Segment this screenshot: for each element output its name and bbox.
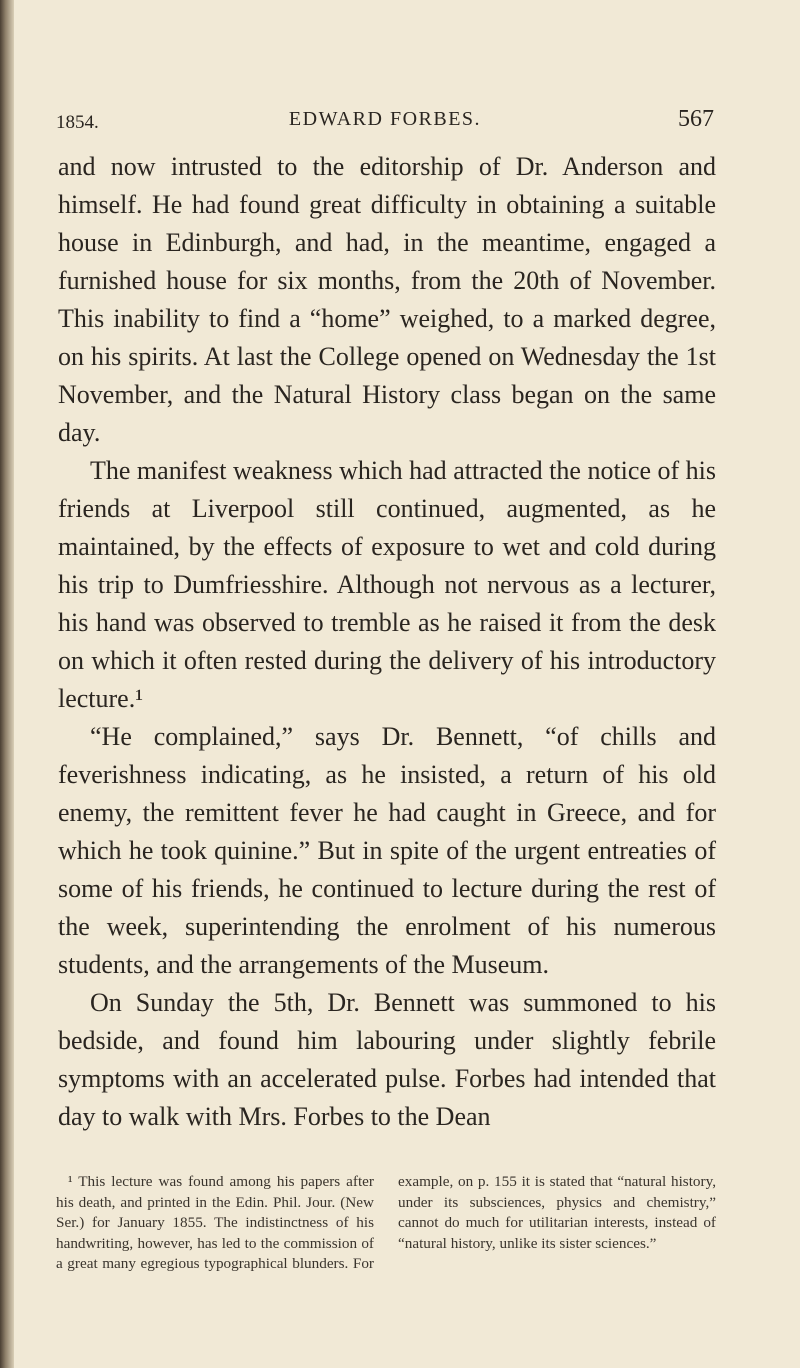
- page-number: 567: [678, 106, 714, 132]
- running-header: [56, 106, 714, 138]
- paragraph-3: “He complained,” says Dr. Bennett, “of chills and feverishness indicating, as he insisted, a return of his old enemy, the remittent fever he had caught in Greece, and for which he took quinine.” But in spite of the urgent entreaties of some of his friends, he continued to lecture during the rest of the week, superintending the enrolment of his numerous students, and the arrangements of the Museum.: [58, 722, 716, 979]
- main-text: [58, 148, 716, 1136]
- footnote-text: ¹ This lecture was found among his papers after his death, and printed in the Edin. Phil. Jour. (New Ser.) for January 1855. The indistinctness of his handwriting, however, has led to the commission of a great many egregious typographical blunders. For example, on p. 155 it is stated that “natural history, under its subsciences, physics and chemistry,” cannot do much for utilitarian interests, instead of “natural history, unlike its sister sciences.”: [56, 1173, 716, 1272]
- paragraph-4: On Sunday the 5th, Dr. Bennett was summoned to his bedside, and found him labouring under slightly febrile symptoms with an accelerated pulse. Forbes had intended that day to walk with Mrs. Forbes to the Dean: [58, 988, 716, 1131]
- footnote: [56, 1172, 716, 1275]
- book-binding-edge: [0, 0, 14, 1368]
- header-title: EDWARD FORBES.: [288, 108, 482, 130]
- paragraph-2: The manifest weakness which had attracted the notice of his friends at Liverpool still continued, augmented, as he maintained, by the effects of exposure to wet and cold during his trip to Dumfriesshire. Although not nervous as a lecturer, his hand was observed to tremble as he raised it from the desk on which it often rested during the delivery of his introductory lecture.¹: [58, 456, 716, 713]
- header-year: 1854.: [56, 112, 99, 133]
- paragraph-1: and now intrusted to the editorship of Dr. Anderson and himself. He had found great difficulty in obtaining a suitable house in Edinburgh, and had, in the meantime, engaged a furnished house for six months, from the 20th of November. This inability to find a “home” weighed, to a marked degree, on his spirits. At last the College opened on Wednesday the 1st November, and the Natural History class began on the same day.: [58, 152, 716, 447]
